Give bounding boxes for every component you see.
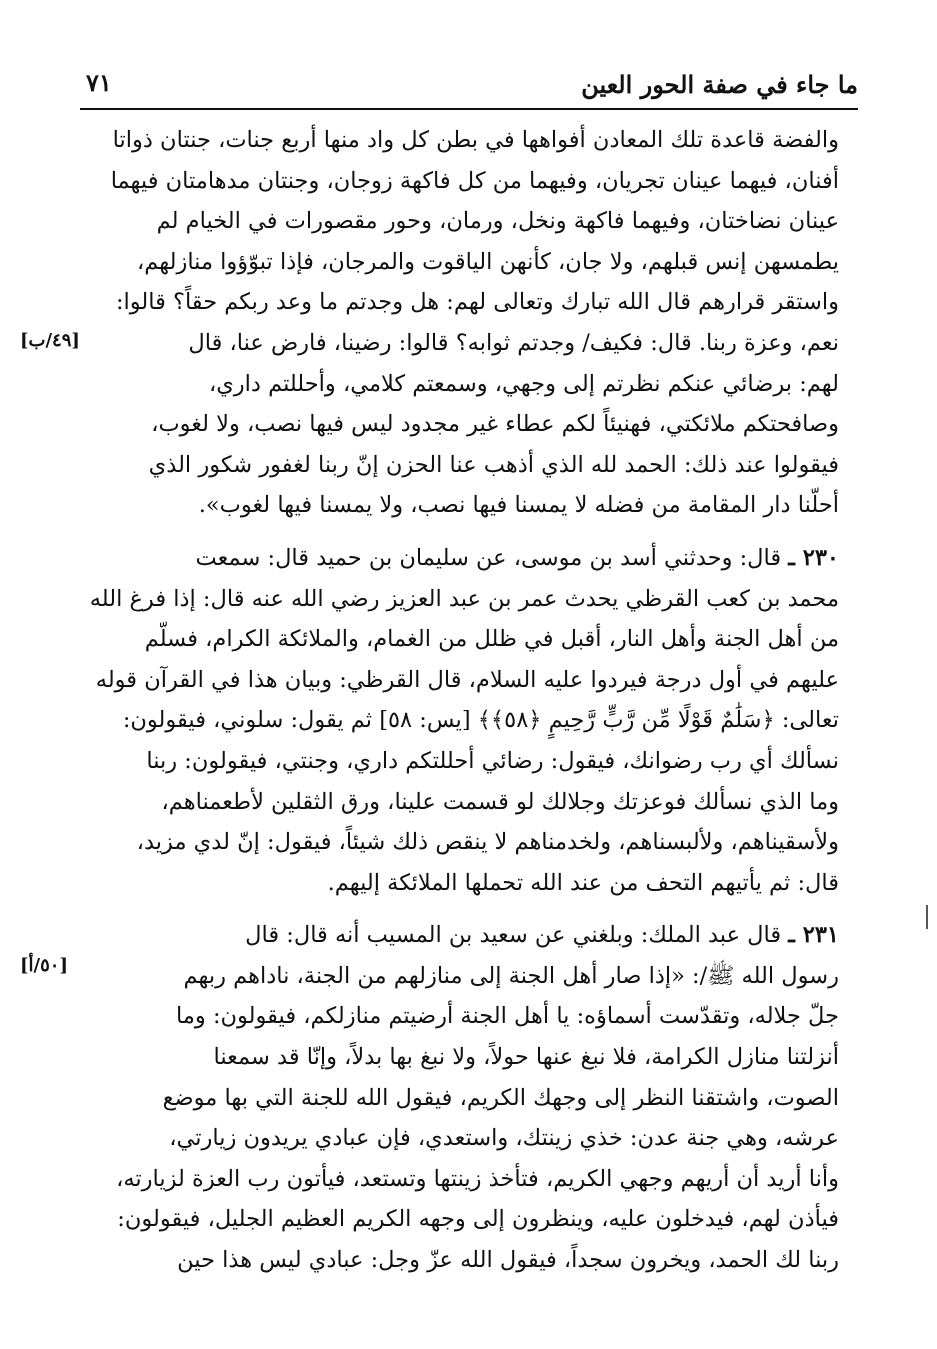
text-line: وأنا أريد أن أريهم وجهي الكريم، فتأخذ زينتها وتستعد، فيأتون رب العزة لزيارته، [116,1165,839,1192]
text-line: قال: ثم يأتيهم التحف من عند الله تحملها الملائكة إليهم. [327,869,839,896]
hadith-number: ٢٣١ ـ [788,922,839,949]
text-line: وما الذي نسألك فوعزتك وجلالك لو قسمت علينا، ورق الثقلين لأطعمناهم، [161,788,839,815]
text-line: محمد بن كعب القرظي يحدث عمر بن عبد العزيز رضي الله عنه قال: إذا فرغ الله [89,585,839,612]
hadith-230-line [84,538,839,579]
manuscript-folio-ref: [٤٩/ب] [20,330,80,351]
text-line: فيأذن لهم، فيدخلون عليه، وينظرون إلى وجهه الكريم العظيم الجليل، فيقولون: [117,1206,839,1233]
text-line: عينان نضاختان، وفيهما فاكهة ونخل، ورمان، وحور مقصورات في الخيام لم [156,208,839,235]
text-line: أحلّنا دار المقامة من فضله لا يمسنا فيها نصب، ولا يمسنا فيها لغوب». [198,492,839,519]
margin-mark [926,905,928,929]
page-number: ٧١ [86,68,112,97]
text-line: وصافحتكم ملائكتي، فهنيئاً لكم عطاء غير مجدود ليس فيها نصب، ولا لغوب، [151,411,839,438]
hadith-number: ٢٣٠ ـ [788,544,839,571]
text-line: والفضة قاعدة تلك المعادن أفواهها في بطن كل واد منها أربع جنات، جنتان ذواتا [112,127,839,153]
text-line: الصوت، واشتقنا النظر إلى وجهك الكريم، فيقول الله للجنة التي بها موضع [162,1084,839,1111]
text-line: رسول الله ﷺ/: «إذا صار أهل الجنة إلى منازلهم من الجنة، ناداهم ربهم [183,962,839,989]
text-line: أفنان، فيهما عينان تجريان، وفيهما من كل فاكهة زوجان، وجنتان مدهامتان فيهما [110,167,839,194]
text-line: أنزلتنا منازل الكرامة، فلا نبغ عنها حولاً، ولا نبغ بها بدلاً، وإنّا قد سمعنا [213,1044,839,1071]
body-text [84,120,839,1281]
text-line: لهم: برضائي عنكم نظرتم إلى وجهي، وسمعتم كلامي، وأحللتم داري، [208,370,839,397]
text-line: يطمسهن إنس قبلهم، ولا جان، كأنهن الياقوت والمرجان، فإذا تبوّؤوا منازلهم، [136,248,839,275]
text-line: عرشه، وهي جنة عدن: خذي زينتك، واستعدي، فإن عبادي يريدون زيارتي، [169,1125,839,1152]
hadith-231-line [84,915,839,956]
header-rule [80,108,858,110]
hadith-text: قال عبد الملك: وبلغني عن سعيد بن المسيب أنه قال: قال [245,922,782,949]
text-line: عليهم في أول درجة فيردوا عليه السلام، قال القرظي: وبيان هذا في القرآن قوله [95,666,839,693]
text-line: نسألك أي رب رضوانك، فيقول: رضائي أحللتكم داري، وجنتي، فيقولون: ربنا [146,747,839,774]
text-line: من أهل الجنة وأهل النار، أقبل في ظلل من الغمام، والملائكة الكرام، فسلّم [144,626,839,653]
text-line: جلّ جلاله، وتقدّست أسماؤه: يا أهل الجنة أرضيتم منازلكم، فيقولون: وما [176,1003,839,1030]
hadith-text: قال: وحدثني أسد بن موسى، عن سليمان بن حميد قال: سمعت [195,544,782,571]
text-line: ولأسقيناهم، ولألبسناهم، ولخدمناهم لا ينقص ذلك شيئاً، فيقول: إنّ لدي مزيد، [136,829,839,856]
text-line: ربنا لك الحمد، ويخرون سجداً، فيقول الله عزّ وجل: عبادي ليس هذا حين [177,1247,839,1274]
text-line: تعالى: ﴿سَلَٰمٌ قَوْلًا مِّن رَّبٍّ رَّحِيمٍ ﴿٥٨﴾﴾ [يس: ٥٨] ثم يقول: سلوني، فيقولون: [122,707,839,734]
manuscript-folio-ref: [٥٠/أ] [20,955,68,976]
running-title: ما جاء في صفة الحور العين [581,70,858,99]
page-header [80,62,858,108]
text-line: واستقر قرارهم قال الله تبارك وتعالى لهم: هل وجدتم ما وعد ربكم حقاً؟ قالوا: [115,289,839,316]
text-line: نعم، وعزة ربنا. قال: فكيف/ وجدتم ثوابه؟ قالوا: رضينا، فارض عنا، قال [188,329,839,356]
text-line: فيقولوا عند ذلك: الحمد لله الذي أذهب عنا الحزن إنّ ربنا لغفور شكور الذي [148,451,839,478]
